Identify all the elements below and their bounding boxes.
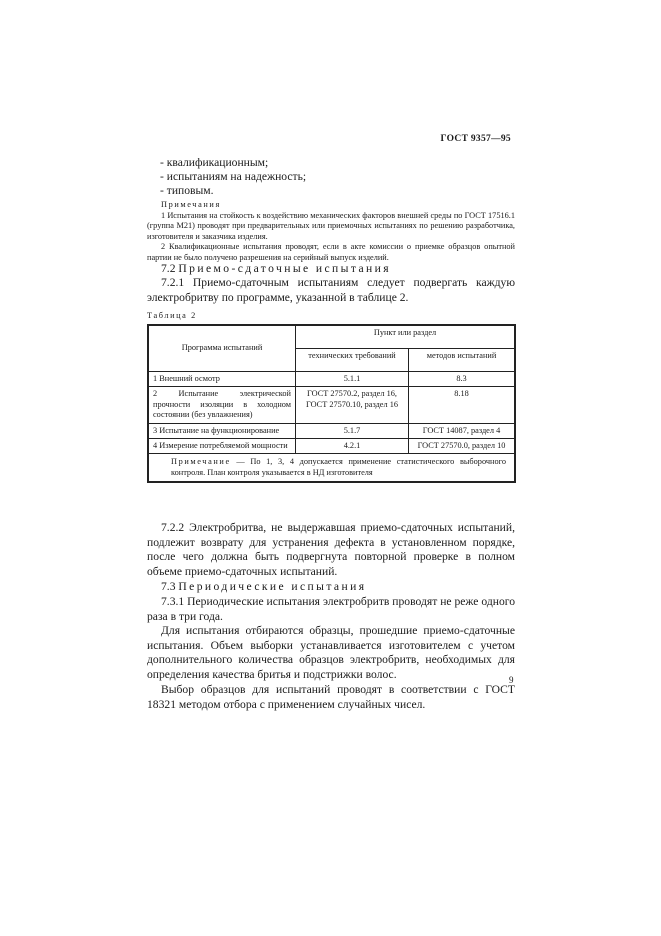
note-item: 2 Квалификационные испытания проводят, если в акте комиссии о приемке образцов опытной партии не было получено разрешения на серийный выпуск изделий. [147, 242, 515, 262]
section-number: 7.3 [161, 580, 176, 593]
cell-program: 4 Измерение потребляемой мощности [148, 439, 296, 454]
table-note-text: — По 1, 3, 4 допускается применение статистического выборочного контроля. План контроля указывается в НД изготовителя [171, 457, 506, 477]
table-note [148, 454, 515, 482]
cell-program: 2 Испытание электрической прочности изоляции в холодном состоянии (без увлажнения) [148, 387, 296, 423]
section-title: Периодические испытания [178, 580, 367, 593]
list-item: - испытаниям на надежность; [160, 170, 307, 183]
section-number: 7.2 [161, 262, 176, 275]
document-number: ГОСТ 9357—95 [440, 134, 511, 144]
paragraph-number: 7.2.2 [161, 521, 185, 534]
table-note-row [148, 454, 515, 482]
header-clause: Пункт или раздел [296, 325, 516, 349]
paragraph-7-2-2 [147, 521, 515, 579]
cell-program: 1 Внешний осмотр [148, 372, 296, 387]
notes-title: Примечания [161, 200, 221, 209]
table-2 [147, 324, 516, 483]
paragraph-7-3-1 [147, 595, 515, 624]
table-row [148, 372, 515, 387]
section-heading-7-3 [147, 580, 515, 595]
paragraph-samples: Для испытания отбираются образцы, прошедшие приемо-сдаточные испытания. Объем выборки устанавливается изготовителем с учетом дополнительного количества образцов электробритв, необходимых для определения качества бритья и подстрижки волос. [147, 624, 515, 681]
cell-tech: 5.1.1 [296, 372, 409, 387]
table-row [148, 423, 515, 438]
table-row [148, 439, 515, 454]
header-tech: технических требований [296, 349, 409, 372]
cell-methods: 8.3 [409, 372, 516, 387]
paragraph-number: 7.3.1 [161, 595, 185, 608]
table-note-label: Примечание [171, 457, 231, 467]
note-item: 1 Испытания на стойкость к воздействию механических факторов внешней среды по ГОСТ 17516.1 (группа М21) проводят при предварительных или приемочных испытаниях по решению разработчика, изготовителя и заказчика изделия. [147, 210, 515, 241]
page-number: 9 [509, 675, 514, 685]
paragraph-selection: Выбор образцов для испытаний проводят в соответствии с ГОСТ 18321 методом отбора с применением случайных чисел. [147, 683, 515, 711]
list-item: - типовым. [160, 184, 214, 197]
paragraph-number: 7.2.1 [161, 276, 185, 289]
cell-methods: ГОСТ 14087, раздел 4 [409, 423, 516, 438]
cell-methods: 8.18 [409, 387, 516, 423]
list-item: - квалификационным; [160, 156, 269, 169]
paragraph-text: Периодические испытания электробритв проводят не реже одного раза в три года. [147, 595, 516, 623]
cell-program: 3 Испытание на функционирование [148, 423, 296, 438]
paragraph-7-2-1 [147, 276, 515, 305]
cell-tech: 4.2.1 [296, 439, 409, 454]
header-methods: методов испытаний [409, 349, 516, 372]
section-heading-7-2 [147, 262, 515, 277]
header-program: Программа испытаний [148, 325, 296, 372]
cell-tech: 5.1.7 [296, 423, 409, 438]
paragraph-text: Приемо-сдаточным испытаниям следует подвергать каждую электробритву по программе, указанной в таблице 2. [147, 276, 515, 304]
table-row [148, 387, 515, 423]
table-header-row [148, 325, 515, 349]
section-title: Приемо-сдаточные испытания [178, 262, 391, 275]
table-caption: Таблица 2 [147, 311, 197, 320]
cell-tech: ГОСТ 27570.2, раздел 16, ГОСТ 27570.10, раздел 16 [296, 387, 409, 423]
cell-methods: ГОСТ 27570.0, раздел 10 [409, 439, 516, 454]
paragraph-text: Электробритва, не выдержавшая приемо-сдаточных испытаний, подлежит возврату для устранения дефекта в установленном порядке, после чего должна быть подвергнута повторной проверке в полном объеме приемо-сдаточных испытаний. [147, 521, 515, 578]
notes-block [147, 200, 515, 264]
